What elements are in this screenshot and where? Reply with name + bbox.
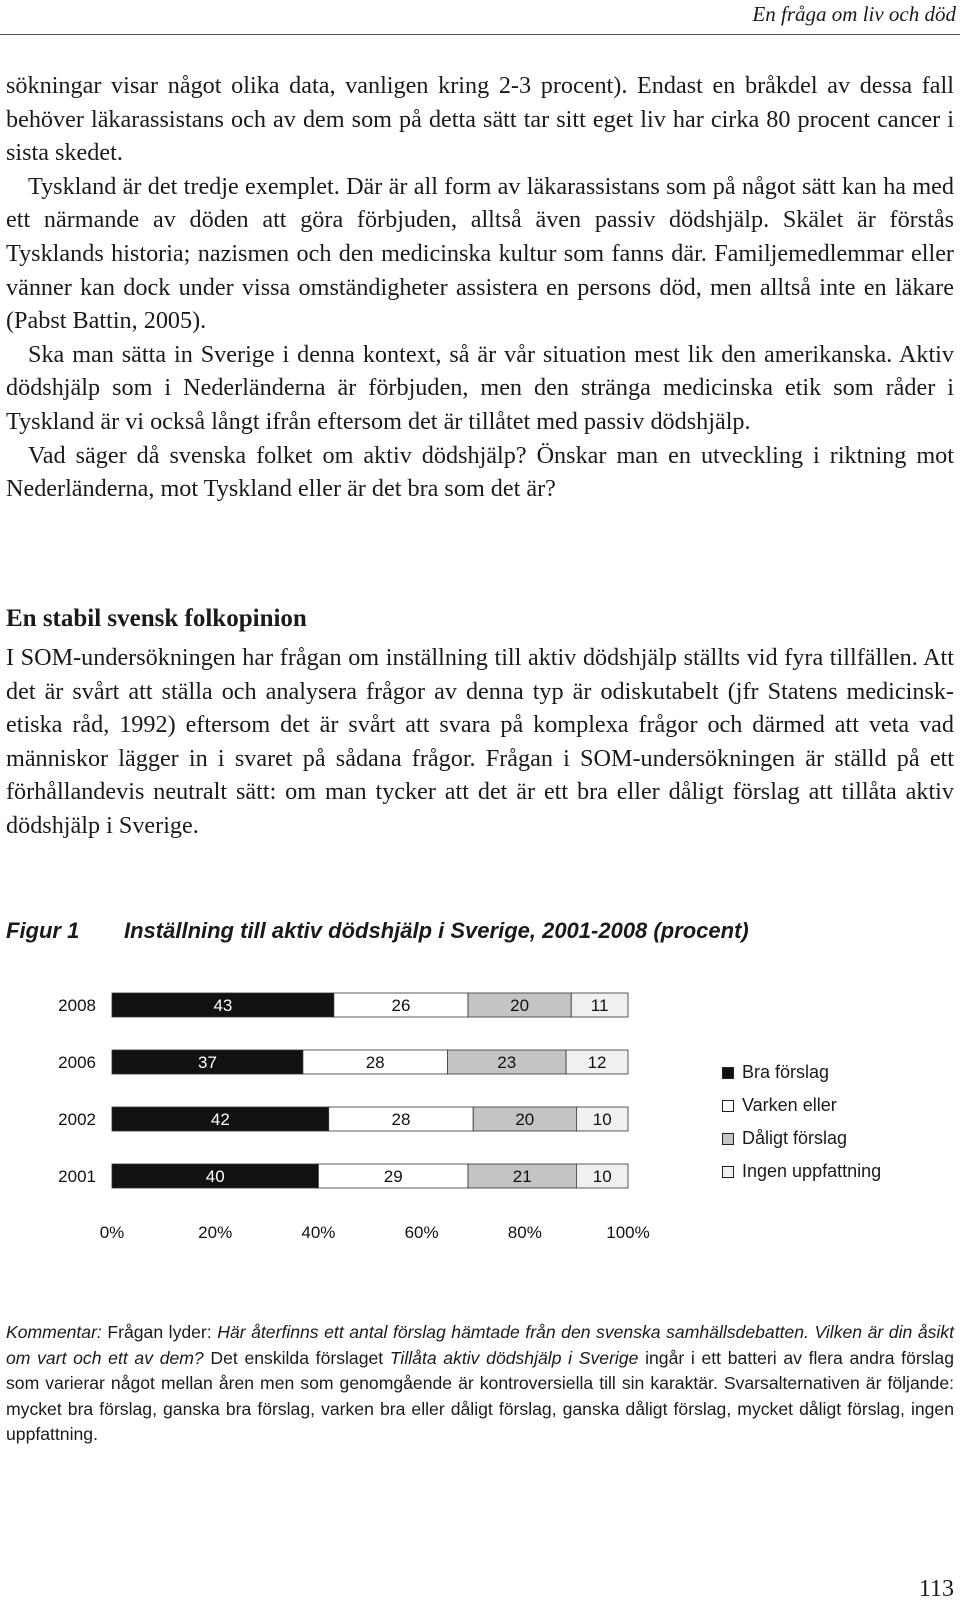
x-tick-label: 0% (99, 1223, 125, 1242)
x-tick-label: 60% (404, 1223, 439, 1242)
body-text-section-2 (6, 641, 954, 843)
chart-legend (722, 1056, 881, 1188)
legend-label: Varken eller (742, 1095, 837, 1115)
data-label: 43 (213, 996, 233, 1015)
comment-text: ingår i ett batteri av flera andra förslag som varierar något mellan åren men som genomgående är kontroversiella till sin karaktär. Svarsalternativen är följande: mycket bra förslag, ganska bra förslag, varken bra eller dåligt förslag, ganska dåligt förslag, mycket dåligt förslag, ingen uppfattning. (6, 1347, 954, 1445)
legend-item (722, 1089, 881, 1122)
figure-title: Inställning till aktiv dödshjälp i Sverige, 2001-2008 (procent) (124, 918, 749, 943)
data-label: 29 (383, 1167, 403, 1186)
category-label: 2001 (58, 1167, 96, 1186)
legend-label: Ingen uppfattning (742, 1161, 882, 1181)
category-label: 2006 (58, 1053, 96, 1072)
legend-swatch (722, 1166, 734, 1178)
x-tick-label: 80% (507, 1223, 542, 1242)
figure-label: Figur 1 (6, 918, 80, 943)
data-label: 10 (592, 1167, 612, 1186)
legend-swatch (722, 1067, 734, 1079)
legend-item (722, 1122, 881, 1155)
data-label: 42 (210, 1110, 230, 1129)
legend-swatch (722, 1133, 734, 1145)
data-label: 12 (587, 1053, 607, 1072)
paragraph: Ska man sätta in Sverige i denna kontext, så är vår situation mest lik den amerikanska. Aktiv dödshjälp som i Nederländerna är förbjuden, men den stränga medicinska etik som råder i Tyskland är vi också långt ifrån eftersom det är tillåtet med passiv dödshjälp. (6, 340, 954, 435)
legend-label: Dåligt förslag (742, 1128, 848, 1148)
data-label: 20 (510, 996, 530, 1015)
comment-text: Det enskilda förslaget (203, 1347, 390, 1368)
data-label: 23 (497, 1053, 517, 1072)
data-label: 26 (391, 996, 411, 1015)
legend-item (722, 1056, 881, 1089)
category-label: 2002 (58, 1110, 96, 1129)
data-label: 21 (512, 1167, 532, 1186)
paragraph: Tyskland är det tredje exemplet. Där är all form av läkarassistans som på något sätt kan ha med ett närmande av döden att göra förbjuden, alltså även passiv dödshjälp. Skälet är förstås Tysklands historia; nazismen och den medicinska kultur som fanns där. Familjemedlemmar eller vänner kan dock under vissa omständigheter assistera en persons död, men alltså inte en läkare (Pabst Battin, 2005). (6, 172, 954, 335)
comment-proposal: Tillåta aktiv dödshjälp i Sverige (389, 1347, 639, 1368)
page-number: 113 (918, 1576, 954, 1602)
comment-text: Frågan lyder: (101, 1322, 218, 1342)
figure-comment (6, 1320, 954, 1448)
x-tick-label: 20% (198, 1223, 233, 1242)
x-tick-label: 100% (606, 1223, 650, 1242)
legend-item (722, 1155, 881, 1188)
data-label: 40 (205, 1167, 225, 1186)
category-label: 2008 (58, 996, 96, 1015)
data-label: 20 (515, 1110, 535, 1129)
body-text-section-1 (6, 69, 954, 506)
paragraph: Vad säger då svenska folket om aktiv dödshjälp? Önskar man en utveckling i riktning mot Nederländerna, mot Tyskland eller är det bra som det är? (6, 441, 954, 503)
section-heading: En stabil svensk folkopinion (6, 605, 307, 632)
header-rule (0, 34, 960, 35)
data-label: 11 (590, 996, 609, 1015)
comment-question: Här återfinns ett antal förslag hämtade från den svenska samhällsdebatten. Vilken är din åsikt om vart och ett av dem? (6, 1322, 954, 1368)
x-tick-label: 40% (301, 1223, 336, 1242)
paragraph: sökningar visar något olika data, vanligen kring 2-3 procent). Endast en bråkdel av dessa fall behöver läkarassistans och av dem som på detta sätt tar sitt eget liv har cirka 80 procent cancer i sista skedet. (6, 72, 954, 167)
data-label: 28 (391, 1110, 411, 1129)
data-label: 37 (197, 1053, 217, 1072)
data-label: 28 (365, 1053, 385, 1072)
comment-lead: Kommentar: (6, 1322, 102, 1342)
data-label: 10 (592, 1110, 612, 1129)
legend-label: Bra förslag (742, 1062, 830, 1082)
paragraph: I SOM-undersökningen har frågan om inställning till aktiv dödshjälp ställts vid fyra tillfällen. Att det är svårt att ställa och analysera frågor av denna typ är odiskutabelt (jfr Statens medicinsk-etiska råd, 1992) eftersom det är svårt att svara på komplexa frågor och därmed att veta vad människor lägger in i svaret på sådana frågor. Frågan i SOM-undersökningen är ställd på ett förhållandevis neutralt sätt: om man tycker att det är ett bra eller dåligt förslag att tillåta aktiv dödshjälp i Sverige. (6, 644, 954, 839)
running-head: En fråga om liv och död (752, 2, 956, 26)
legend-swatch (722, 1100, 734, 1112)
stacked-bar-chart (0, 980, 700, 1260)
